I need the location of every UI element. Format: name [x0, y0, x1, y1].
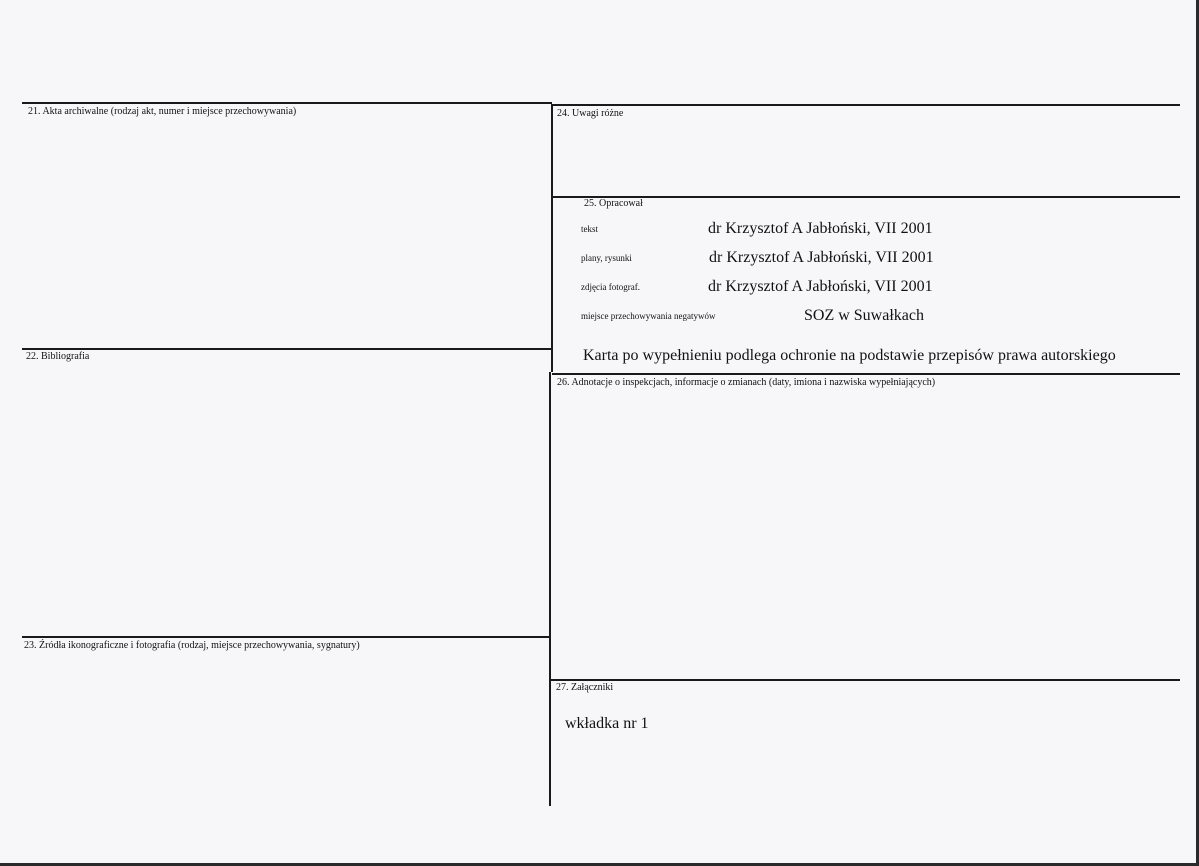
field-25-row-negatives-value: SOZ w Suwałkach [804, 307, 924, 324]
divider-25-26 [552, 373, 1180, 375]
field-25-label: 25. Opracował [584, 198, 643, 209]
divider-top-left [22, 102, 552, 104]
divider-22-23 [22, 636, 550, 638]
field-27-label: 27. Załączniki [556, 682, 614, 693]
field-25-row-negatives-label: miejsce przechowywania negatywów [581, 311, 716, 321]
field-27-value: wkładka nr 1 [565, 715, 649, 732]
divider-top-right [552, 104, 1180, 106]
field-22-label: 22. Bibliografia [26, 351, 90, 362]
field-25-row-plans-label: plany, rysunki [581, 253, 632, 263]
field-25-row-text-label: tekst [581, 224, 598, 234]
field-25-row-plans-value: dr Krzysztof A Jabłoński, VII 2001 [709, 249, 934, 266]
copyright-notice: Karta po wypełnieniu podlega ochronie na podstawie przepisów prawa autorskiego [583, 347, 1116, 364]
divider-26-27 [550, 679, 1180, 681]
divider-21-22 [22, 348, 552, 350]
field-21-label: 21. Akta archiwalne (rodzaj akt, numer i miejsce przechowywania) [28, 106, 297, 117]
divider-vertical-upper [551, 104, 553, 372]
divider-24-25 [552, 196, 1180, 198]
field-25-row-photos-label: zdjęcia fotograf. [581, 282, 640, 292]
divider-vertical-lower [549, 372, 551, 806]
field-25-row-photos-value: dr Krzysztof A Jabłoński, VII 2001 [708, 278, 933, 295]
field-25-row-text-value: dr Krzysztof A Jabłoński, VII 2001 [708, 220, 933, 237]
field-26-label: 26. Adnotacje o inspekcjach, informacje o zmianach (daty, imiona i nazwiska wypełniających) [557, 377, 936, 388]
field-24-label: 24. Uwagi różne [557, 108, 624, 119]
field-23-label: 23. Źródła ikonograficzne i fotografia (rodzaj, miejsce przechowywania, sygnatury) [24, 640, 360, 651]
